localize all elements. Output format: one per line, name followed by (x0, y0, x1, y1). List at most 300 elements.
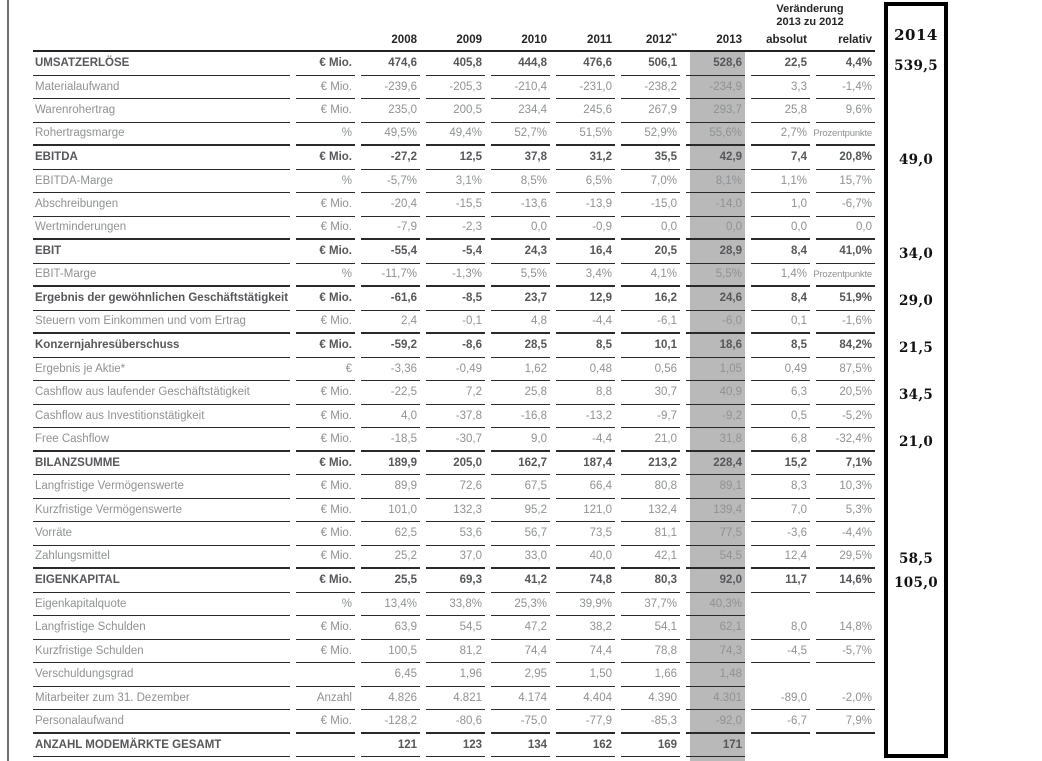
row-label: Zahlungsmittel (33, 546, 290, 570)
row-label: Cashflow aus Investitionstätigkeit (33, 405, 290, 429)
value-cell: 6,45 (361, 663, 420, 687)
value-cell: -205,3 (426, 76, 485, 100)
value-cell: 1,48 (686, 663, 745, 687)
value-cell: 39,9% (556, 593, 615, 617)
unit-cell: € Mio. (296, 569, 355, 593)
table-row (33, 616, 875, 640)
value-cell: 41,2 (491, 569, 550, 593)
table-row (33, 687, 875, 711)
value-cell: -13,6 (491, 193, 550, 217)
value-cell: 31,2 (556, 146, 615, 170)
value-2014: 105,0 (894, 574, 938, 591)
value-cell: 4,4% (816, 52, 875, 76)
value-cell: 2,95 (491, 663, 550, 687)
value-cell: -231,0 (556, 76, 615, 100)
column-header-2012: 2012** (645, 33, 677, 46)
row-label: Verschuldungsgrad (33, 663, 290, 687)
value-cell: -77,9 (556, 710, 615, 734)
value-cell: 293,7 (686, 99, 745, 123)
table-row (33, 170, 875, 194)
value-cell: -13,2 (556, 405, 615, 429)
value-cell: 101,0 (361, 499, 420, 523)
value-2014: 34,0 (898, 245, 934, 262)
value-cell: 62,1 (686, 616, 745, 640)
value-cell: 4.826 (361, 687, 420, 711)
value-cell: 4.390 (621, 687, 680, 711)
value-cell: -32,4% (816, 428, 875, 452)
value-cell: 95,2 (491, 499, 550, 523)
table-row (33, 593, 875, 617)
value-cell: -234,9 (686, 76, 745, 100)
row-label: Materialaufwand (33, 76, 290, 100)
value-cell: -16,8 (491, 405, 550, 429)
value-cell: 12,5 (426, 146, 485, 170)
unit-cell: € Mio. (296, 52, 355, 76)
value-cell: 15,7% (816, 170, 875, 194)
value-cell: 171 (686, 734, 745, 758)
value-cell: -210,4 (491, 76, 550, 100)
value-cell: 11,7 (751, 569, 810, 593)
value-cell: 9,6% (816, 99, 875, 123)
value-2014: 21,0 (898, 433, 934, 450)
unit-cell: € Mio. (296, 475, 355, 499)
value-cell: -6,0 (686, 311, 745, 335)
value-cell: 74,4 (491, 640, 550, 664)
value-cell: 13,4% (361, 593, 420, 617)
value-cell: 30,7 (621, 381, 680, 405)
table-row (33, 52, 875, 76)
unit-cell (296, 734, 355, 758)
value-cell: 3,4% (556, 264, 615, 288)
value-cell: 25,3% (491, 593, 550, 617)
value-cell: -1,6% (816, 311, 875, 335)
value-cell: 7,1% (816, 452, 875, 476)
row-label: EBIT-Marge (33, 264, 290, 288)
value-cell: 37,7% (621, 593, 680, 617)
unit-cell: € Mio. (296, 287, 355, 311)
table-row (33, 311, 875, 335)
value-cell: -18,5 (361, 428, 420, 452)
value-cell: 235,0 (361, 99, 420, 123)
value-cell: -2,0% (816, 687, 875, 711)
value-cell: 14,8% (816, 616, 875, 640)
value-cell: 1,50 (556, 663, 615, 687)
value-cell: 0,0 (751, 217, 810, 241)
row-label: Wertminderungen (33, 217, 290, 241)
value-cell: 23,7 (491, 287, 550, 311)
table-row (33, 264, 875, 288)
value-cell (751, 663, 810, 687)
value-cell: 49,5% (361, 123, 420, 147)
value-cell: 506,1 (621, 52, 680, 76)
value-cell: 7,0% (621, 170, 680, 194)
value-cell (816, 734, 875, 758)
value-cell: 4,8 (491, 311, 550, 335)
unit-cell: Anzahl (296, 687, 355, 711)
value-cell: 29,5% (816, 546, 875, 570)
row-label: Ergebnis je Aktie* (33, 358, 290, 382)
value-cell: -4,4% (816, 522, 875, 546)
table-row (33, 546, 875, 570)
value-cell: -85,3 (621, 710, 680, 734)
row-label: Kurzfristige Schulden (33, 640, 290, 664)
value-cell: 474,6 (361, 52, 420, 76)
value-cell: 205,0 (426, 452, 485, 476)
value-cell: 200,5 (426, 99, 485, 123)
value-cell: 42,1 (621, 546, 680, 570)
value-cell: -4,5 (751, 640, 810, 664)
value-cell: 42,9 (686, 146, 745, 170)
value-cell: 123 (426, 734, 485, 758)
row-label: Ergebnis der gewöhnlichen Geschäftstätigkeit (33, 287, 290, 311)
value-cell: 8,0 (751, 616, 810, 640)
table-row (33, 217, 875, 241)
column-header-relativ: relativ (838, 34, 872, 46)
value-cell: 405,8 (426, 52, 485, 76)
value-cell: 100,5 (361, 640, 420, 664)
value-cell: 139,4 (686, 499, 745, 523)
column-header-2011: 2011 (587, 34, 612, 46)
table-row (33, 99, 875, 123)
value-cell: 5,5% (686, 264, 745, 288)
value-2014: 34,5 (898, 386, 934, 403)
unit-cell: % (296, 264, 355, 288)
value-cell: 10,3% (816, 475, 875, 499)
unit-cell: € Mio. (296, 146, 355, 170)
value-cell: -92,0 (686, 710, 745, 734)
value-cell: -8,6 (426, 334, 485, 358)
unit-cell: € Mio. (296, 381, 355, 405)
value-cell: 67,5 (491, 475, 550, 499)
unit-cell: € Mio. (296, 452, 355, 476)
value-cell: 132,3 (426, 499, 485, 523)
value-cell: 47,2 (491, 616, 550, 640)
value-cell: -0,9 (556, 217, 615, 241)
value-cell: -5,7% (816, 640, 875, 664)
value-cell: 0,49 (751, 358, 810, 382)
value-cell: -61,6 (361, 287, 420, 311)
value-cell: 37,8 (491, 146, 550, 170)
value-cell: 49,4% (426, 123, 485, 147)
value-cell: 77,5 (686, 522, 745, 546)
value-cell: 63,9 (361, 616, 420, 640)
unit-cell: € Mio. (296, 217, 355, 241)
value-2014: 539,5 (894, 57, 938, 74)
table-row (33, 475, 875, 499)
unit-cell: € Mio. (296, 405, 355, 429)
value-cell: 169 (621, 734, 680, 758)
unit-cell: € Mio. (296, 522, 355, 546)
value-cell: 245,6 (556, 99, 615, 123)
unit-cell: € Mio. (296, 710, 355, 734)
value-cell: -238,2 (621, 76, 680, 100)
value-cell: 62,5 (361, 522, 420, 546)
value-cell: 14,6% (816, 569, 875, 593)
value-cell: 267,9 (621, 99, 680, 123)
value-cell: -13,9 (556, 193, 615, 217)
value-cell: -22,5 (361, 381, 420, 405)
column-header-2009: 2009 (456, 34, 482, 46)
unit-cell: € Mio. (296, 240, 355, 264)
value-cell: 8,5 (751, 334, 810, 358)
value-cell: 1,05 (686, 358, 745, 382)
value-cell: 54,5 (426, 616, 485, 640)
value-cell: -4,4 (556, 311, 615, 335)
value-cell: 4.404 (556, 687, 615, 711)
value-cell: -55,4 (361, 240, 420, 264)
value-cell: 8,5 (556, 334, 615, 358)
value-cell: -9,2 (686, 405, 745, 429)
column-header-2008: 2008 (391, 34, 417, 46)
value-cell: 162 (556, 734, 615, 758)
value-cell: 25,8 (491, 381, 550, 405)
value-cell: 20,5 (621, 240, 680, 264)
value-cell: 20,8% (816, 146, 875, 170)
value-cell: 7,9% (816, 710, 875, 734)
value-cell: -0,49 (426, 358, 485, 382)
table-row (33, 428, 875, 452)
value-cell: 4.821 (426, 687, 485, 711)
value-cell: 51,9% (816, 287, 875, 311)
value-cell: -20,4 (361, 193, 420, 217)
table-row (33, 734, 875, 758)
unit-cell (296, 663, 355, 687)
value-2014: 49,0 (898, 151, 934, 168)
unit-cell: € Mio. (296, 428, 355, 452)
row-label: Vorräte (33, 522, 290, 546)
value-cell: -6,1 (621, 311, 680, 335)
value-cell: -9,7 (621, 405, 680, 429)
value-cell: 0,56 (621, 358, 680, 382)
row-label: Eigenkapitalquote (33, 593, 290, 617)
value-cell: 38,2 (556, 616, 615, 640)
table-row (33, 146, 875, 170)
table-row (33, 405, 875, 429)
value-cell: 20,5% (816, 381, 875, 405)
value-cell: 6,5% (556, 170, 615, 194)
value-cell: -239,6 (361, 76, 420, 100)
table-row (33, 193, 875, 217)
change-header-line1: Veränderung (776, 3, 844, 15)
value-cell: -15,0 (621, 193, 680, 217)
value-cell: 81,1 (621, 522, 680, 546)
value-cell: 40,3% (686, 593, 745, 617)
value-cell: 84,2% (816, 334, 875, 358)
value-cell: 24,3 (491, 240, 550, 264)
value-cell: 69,3 (426, 569, 485, 593)
table-row (33, 334, 875, 358)
value-cell: -75,0 (491, 710, 550, 734)
value-cell: 228,4 (686, 452, 745, 476)
value-2014: 29,0 (898, 292, 934, 309)
value-cell: 8,4 (751, 287, 810, 311)
value-cell: 66,4 (556, 475, 615, 499)
unit-cell: € Mio. (296, 193, 355, 217)
value-cell: -6,7% (816, 193, 875, 217)
value-cell: -80,6 (426, 710, 485, 734)
table-row (33, 640, 875, 664)
value-cell: 528,6 (686, 52, 745, 76)
value-cell: 25,8 (751, 99, 810, 123)
row-label: Mitarbeiter zum 31. Dezember (33, 687, 290, 711)
value-cell: 51,5% (556, 123, 615, 147)
unit-cell: % (296, 593, 355, 617)
row-label: Langfristige Vermögenswerte (33, 475, 290, 499)
value-cell: 1,96 (426, 663, 485, 687)
value-cell: 0,0 (816, 217, 875, 241)
value-cell: 92,0 (686, 569, 745, 593)
value-cell: 52,7% (491, 123, 550, 147)
value-cell: 7,4 (751, 146, 810, 170)
value-cell: -4,4 (556, 428, 615, 452)
value-cell: 189,9 (361, 452, 420, 476)
value-cell (816, 593, 875, 617)
table-row (33, 710, 875, 734)
value-cell: 40,9 (686, 381, 745, 405)
value-cell: -2,3 (426, 217, 485, 241)
value-cell: 162,7 (491, 452, 550, 476)
value-cell: -89,0 (751, 687, 810, 711)
row-label: Kurzfristige Vermögenswerte (33, 499, 290, 523)
value-cell: 121,0 (556, 499, 615, 523)
value-cell: 6,8 (751, 428, 810, 452)
row-label: Personalaufwand (33, 710, 290, 734)
value-cell: 1,66 (621, 663, 680, 687)
value-cell: 0,5 (751, 405, 810, 429)
value-cell: 52,9% (621, 123, 680, 147)
value-cell: 3,3 (751, 76, 810, 100)
table-body (33, 52, 875, 757)
table-row (33, 569, 875, 593)
value-cell: 234,4 (491, 99, 550, 123)
value-cell: 1,0 (751, 193, 810, 217)
value-cell: 16,2 (621, 287, 680, 311)
table-row (33, 76, 875, 100)
unit-cell: € Mio. (296, 640, 355, 664)
value-cell: 4,1% (621, 264, 680, 288)
table-row (33, 522, 875, 546)
value-cell: 41,0% (816, 240, 875, 264)
row-label: BILANZSUMME (33, 452, 290, 476)
value-cell: 8,1% (686, 170, 745, 194)
value-cell: 21,0 (621, 428, 680, 452)
value-cell: 16,4 (556, 240, 615, 264)
value-cell: 18,6 (686, 334, 745, 358)
column-header-2010: 2010 (521, 34, 547, 46)
value-cell: 53,6 (426, 522, 485, 546)
value-cell: 15,2 (751, 452, 810, 476)
value-cell: 24,6 (686, 287, 745, 311)
value-cell: -3,6 (751, 522, 810, 546)
value-cell: 1,62 (491, 358, 550, 382)
unit-cell: % (296, 170, 355, 194)
column-header-absolut: absolut (766, 34, 807, 46)
change-header-line2: 2013 zu 2012 (776, 16, 844, 28)
value-cell: 40,0 (556, 546, 615, 570)
value-cell: Prozentpunkte (816, 264, 875, 288)
value-cell: 5,5% (491, 264, 550, 288)
value-cell: 10,1 (621, 334, 680, 358)
value-cell: 8,5% (491, 170, 550, 194)
value-cell (751, 593, 810, 617)
value-cell: 0,0 (621, 217, 680, 241)
value-cell: 12,9 (556, 287, 615, 311)
value-cell: -59,2 (361, 334, 420, 358)
value-cell: 1,1% (751, 170, 810, 194)
value-cell: -14,0 (686, 193, 745, 217)
unit-cell: € Mio. (296, 334, 355, 358)
value-cell: 1,4% (751, 264, 810, 288)
column-header-2013: 2013 (716, 34, 742, 46)
row-label: Konzernjahresüberschuss (33, 334, 290, 358)
table-row (33, 240, 875, 264)
value-cell: 4.301 (686, 687, 745, 711)
value-cell (751, 734, 810, 758)
row-label: EBITDA (33, 146, 290, 170)
value-cell: 0,0 (686, 217, 745, 241)
unit-cell: € Mio. (296, 99, 355, 123)
page-edge-line (7, 0, 9, 761)
row-label: EIGENKAPITAL (33, 569, 290, 593)
unit-cell: € Mio. (296, 546, 355, 570)
value-cell: 80,8 (621, 475, 680, 499)
value-cell: 0,1 (751, 311, 810, 335)
row-label: ANZAHL MODEMÄRKTE GESAMT (33, 734, 290, 758)
value-cell: 121 (361, 734, 420, 758)
unit-cell: € (296, 358, 355, 382)
unit-cell: % (296, 123, 355, 147)
unit-cell: € Mio. (296, 76, 355, 100)
value-cell: 74,8 (556, 569, 615, 593)
footnote-marker: ** (671, 33, 677, 41)
value-cell: 476,6 (556, 52, 615, 76)
row-label: EBITDA-Marge (33, 170, 290, 194)
value-cell: -0,1 (426, 311, 485, 335)
table-row (33, 452, 875, 476)
value-cell: 7,0 (751, 499, 810, 523)
value-cell: -5,2% (816, 405, 875, 429)
value-cell: -1,3% (426, 264, 485, 288)
value-cell: 74,3 (686, 640, 745, 664)
value-cell: 25,2 (361, 546, 420, 570)
value-2014: 21,5 (898, 339, 934, 356)
value-cell: 444,8 (491, 52, 550, 76)
value-cell: -128,2 (361, 710, 420, 734)
row-label: Rohertragsmarge (33, 123, 290, 147)
value-cell: 33,8% (426, 593, 485, 617)
unit-cell: € Mio. (296, 499, 355, 523)
row-label: Steuern vom Einkommen und vom Ertrag (33, 311, 290, 335)
value-cell: 89,1 (686, 475, 745, 499)
value-cell: 4.174 (491, 687, 550, 711)
value-cell: 54,5 (686, 546, 745, 570)
column-header-row (33, 26, 875, 50)
value-cell: 8,4 (751, 240, 810, 264)
value-cell: 8,3 (751, 475, 810, 499)
value-cell: 35,5 (621, 146, 680, 170)
value-cell: -6,7 (751, 710, 810, 734)
value-cell: -5,4 (426, 240, 485, 264)
value-cell (816, 663, 875, 687)
value-cell: 2,4 (361, 311, 420, 335)
value-cell: 31,8 (686, 428, 745, 452)
value-cell: 134 (491, 734, 550, 758)
value-cell: 132,4 (621, 499, 680, 523)
value-cell: -30,7 (426, 428, 485, 452)
value-cell: -8,5 (426, 287, 485, 311)
value-cell: -15,5 (426, 193, 485, 217)
value-cell: -1,4% (816, 76, 875, 100)
